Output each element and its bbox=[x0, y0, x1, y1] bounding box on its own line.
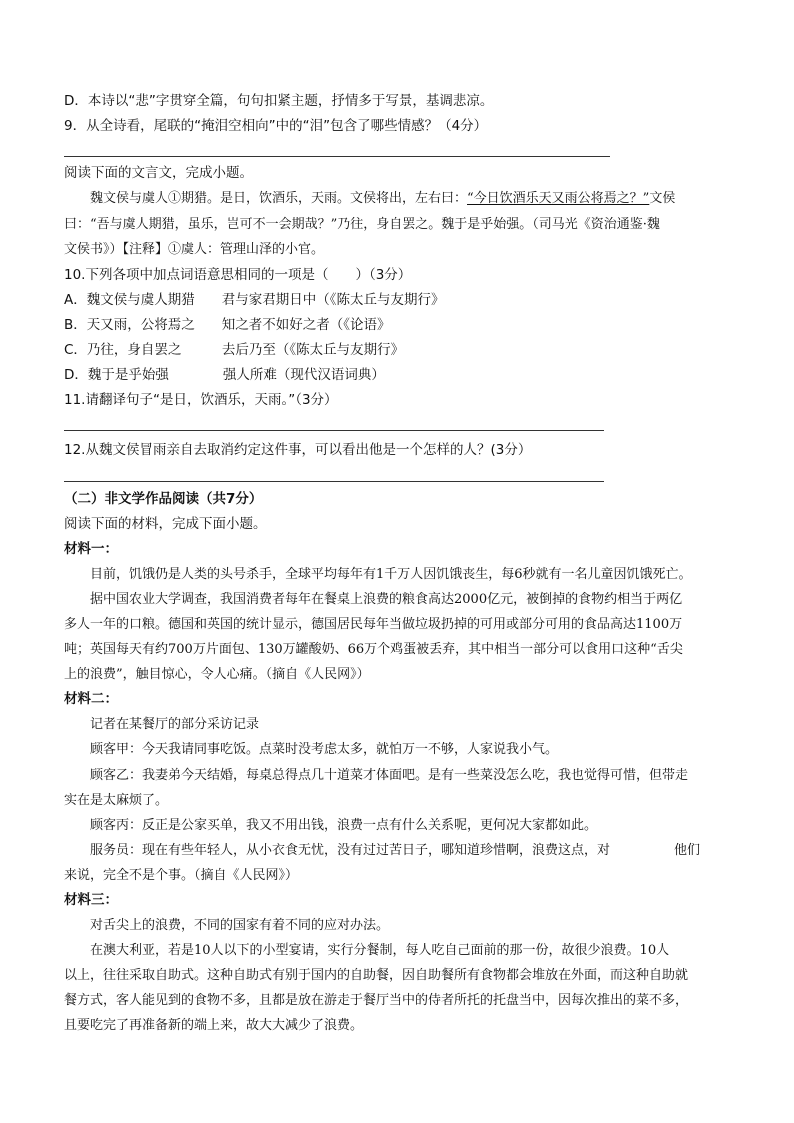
section-heading: （二）非文学作品阅读（共7分） bbox=[64, 491, 263, 507]
material-3-line: 餐方式，客人能见到的食物不多，且都是放在游走于餐厅当中的侍者所托的托盘当中，因每次推出的菜不多， bbox=[64, 993, 689, 1008]
interview-text: 他们 bbox=[674, 843, 701, 858]
q8-option-d: D．本诗以“悲”字贯穿全篇，句句扣紧主题，抒情多于写景，基调悲凉。 bbox=[64, 93, 494, 109]
answer-line-q9[interactable] bbox=[64, 156, 610, 157]
material-3-line: 且要吃完了再准备新的端上来，故大大减少了浪费。 bbox=[64, 1018, 364, 1033]
classical-intro: 阅读下面的文言文，完成小题。 bbox=[64, 165, 253, 181]
answer-line-q11[interactable] bbox=[64, 430, 604, 431]
classical-passage-line-3: 文侯书》）【注释】①虞人：管理山泽的小官。 bbox=[64, 242, 325, 257]
material-3-line: 对舌尖上的浪费，不同的国家有着不同的应对办法。 bbox=[90, 918, 390, 933]
q10-option-c: C．乃往，身自罢之 去后乃至（《陈太丘与友期行》 bbox=[64, 342, 405, 358]
passage-text: 魏文侯与虞人①期猎。是日，饮酒乐，天雨。文侯将出，左右曰： bbox=[90, 191, 468, 206]
interview-line: 顾客甲：今天我请同事吃饭。点菜时没考虑太多，就怕万一不够，人家说我小气。 bbox=[90, 742, 559, 757]
material-3-line: 以上，往往采取自助式。这种自助式有别于国内的自助餐，因自助餐所有食物都会堆放在外面，而这种自助就 bbox=[64, 968, 689, 983]
material-1-para-1: 目前，饥饿仍是人类的头号杀手，全球平均每年有1千万人因饥饿丧生，每6秒就有一名儿童因饥饿死亡。 bbox=[90, 567, 692, 582]
classical-passage-line-2: 曰：“吾与虞人期猎，虽乐，岂可不一会期哉？”乃往，身自罢之。魏于是乎始强。（司马光《资治通鉴·魏 bbox=[64, 217, 660, 232]
material-3-line: 在澳大利亚，若是10人以下的小型宴请，实行分餐制，每人吃自己面前的那一份，故很少浪费。10人 bbox=[90, 943, 670, 958]
material-1-para-2: 上的浪费”，触目惊心，令人心痛。（摘自《人民网》） bbox=[64, 667, 370, 682]
passage-text: 文侯 bbox=[649, 191, 676, 206]
material-1-para-2: 吨；英国每天有约700万片面包、130万罐酸奶、66万个鸡蛋被丢弃，其中相当一部分可以食用口这种“舌尖 bbox=[64, 642, 683, 657]
interview-text: 服务员：现在有些年轻人，从小衣食无忧，没有过过苦日子，哪知道珍惜啊，浪费这点，对 bbox=[90, 843, 611, 858]
question-9: 9．从全诗看，尾联的“掩泪空相向”中的“泪”包含了哪些情感？（4分） bbox=[64, 118, 488, 134]
material-1-para-2: 据中国农业大学调查，我国消费者每年在餐桌上浪费的粮食高达2000亿元，被倒掉的食物约相当于两亿 bbox=[90, 592, 683, 607]
interview-line: 顾客丙：反正是公家买单，我又不用出钱，浪费一点有什么关系呢，更何况大家都如此。 bbox=[90, 818, 598, 833]
question-12: 12.从魏文侯冒雨亲自去取消约定这件事，可以看出他是一个怎样的人？(3分） bbox=[64, 442, 532, 458]
material-1-title: 材料一： bbox=[64, 541, 118, 557]
q10-option-b: B．天又雨，公将焉之 知之者不如好之者（《论语》 bbox=[64, 317, 391, 333]
q10-option-a: A．魏文侯与虞人期猎 君与家君期日中（《陈太丘与友期行》 bbox=[64, 292, 445, 308]
question-10: 10.下列各项中加点词语意思相同的一项是（ ）（3分） bbox=[64, 267, 412, 283]
interview-line: 来说，完全不是个事。（摘自《人民网》） bbox=[64, 868, 299, 883]
interview-line bbox=[90, 842, 700, 860]
classical-passage-line-1 bbox=[90, 190, 675, 208]
nonfiction-intro: 阅读下面的材料，完成下面小题。 bbox=[64, 516, 267, 532]
interview-line: 顾客乙：我妻弟今天结婚，每桌总得点几十道菜才体面吧。是有一些菜没怎么吃，我也觉得可惜，但带走 bbox=[90, 768, 689, 783]
material-2-heading: 记者在某餐厅的部分采访记录 bbox=[90, 717, 260, 732]
material-2-title: 材料二： bbox=[64, 691, 118, 707]
q10-option-d: D．魏于是乎始强 强人所难（现代汉语词典） bbox=[64, 367, 385, 383]
question-11: 11.请翻译句子“是日，饮酒乐，天雨。”（3分） bbox=[64, 392, 338, 408]
answer-line-q12[interactable] bbox=[64, 481, 604, 482]
underlined-sentence: “今日饮酒乐天又雨公将焉之？” bbox=[467, 191, 650, 206]
interview-line: 实在是太麻烦了。 bbox=[64, 793, 169, 808]
material-1-para-2: 多人一年的口粮。德国和英国的统计显示，德国居民每年当做垃圾扔掉的可用或部分可用的食品高达1100万 bbox=[64, 617, 683, 632]
material-3-title: 材料三： bbox=[64, 892, 118, 908]
